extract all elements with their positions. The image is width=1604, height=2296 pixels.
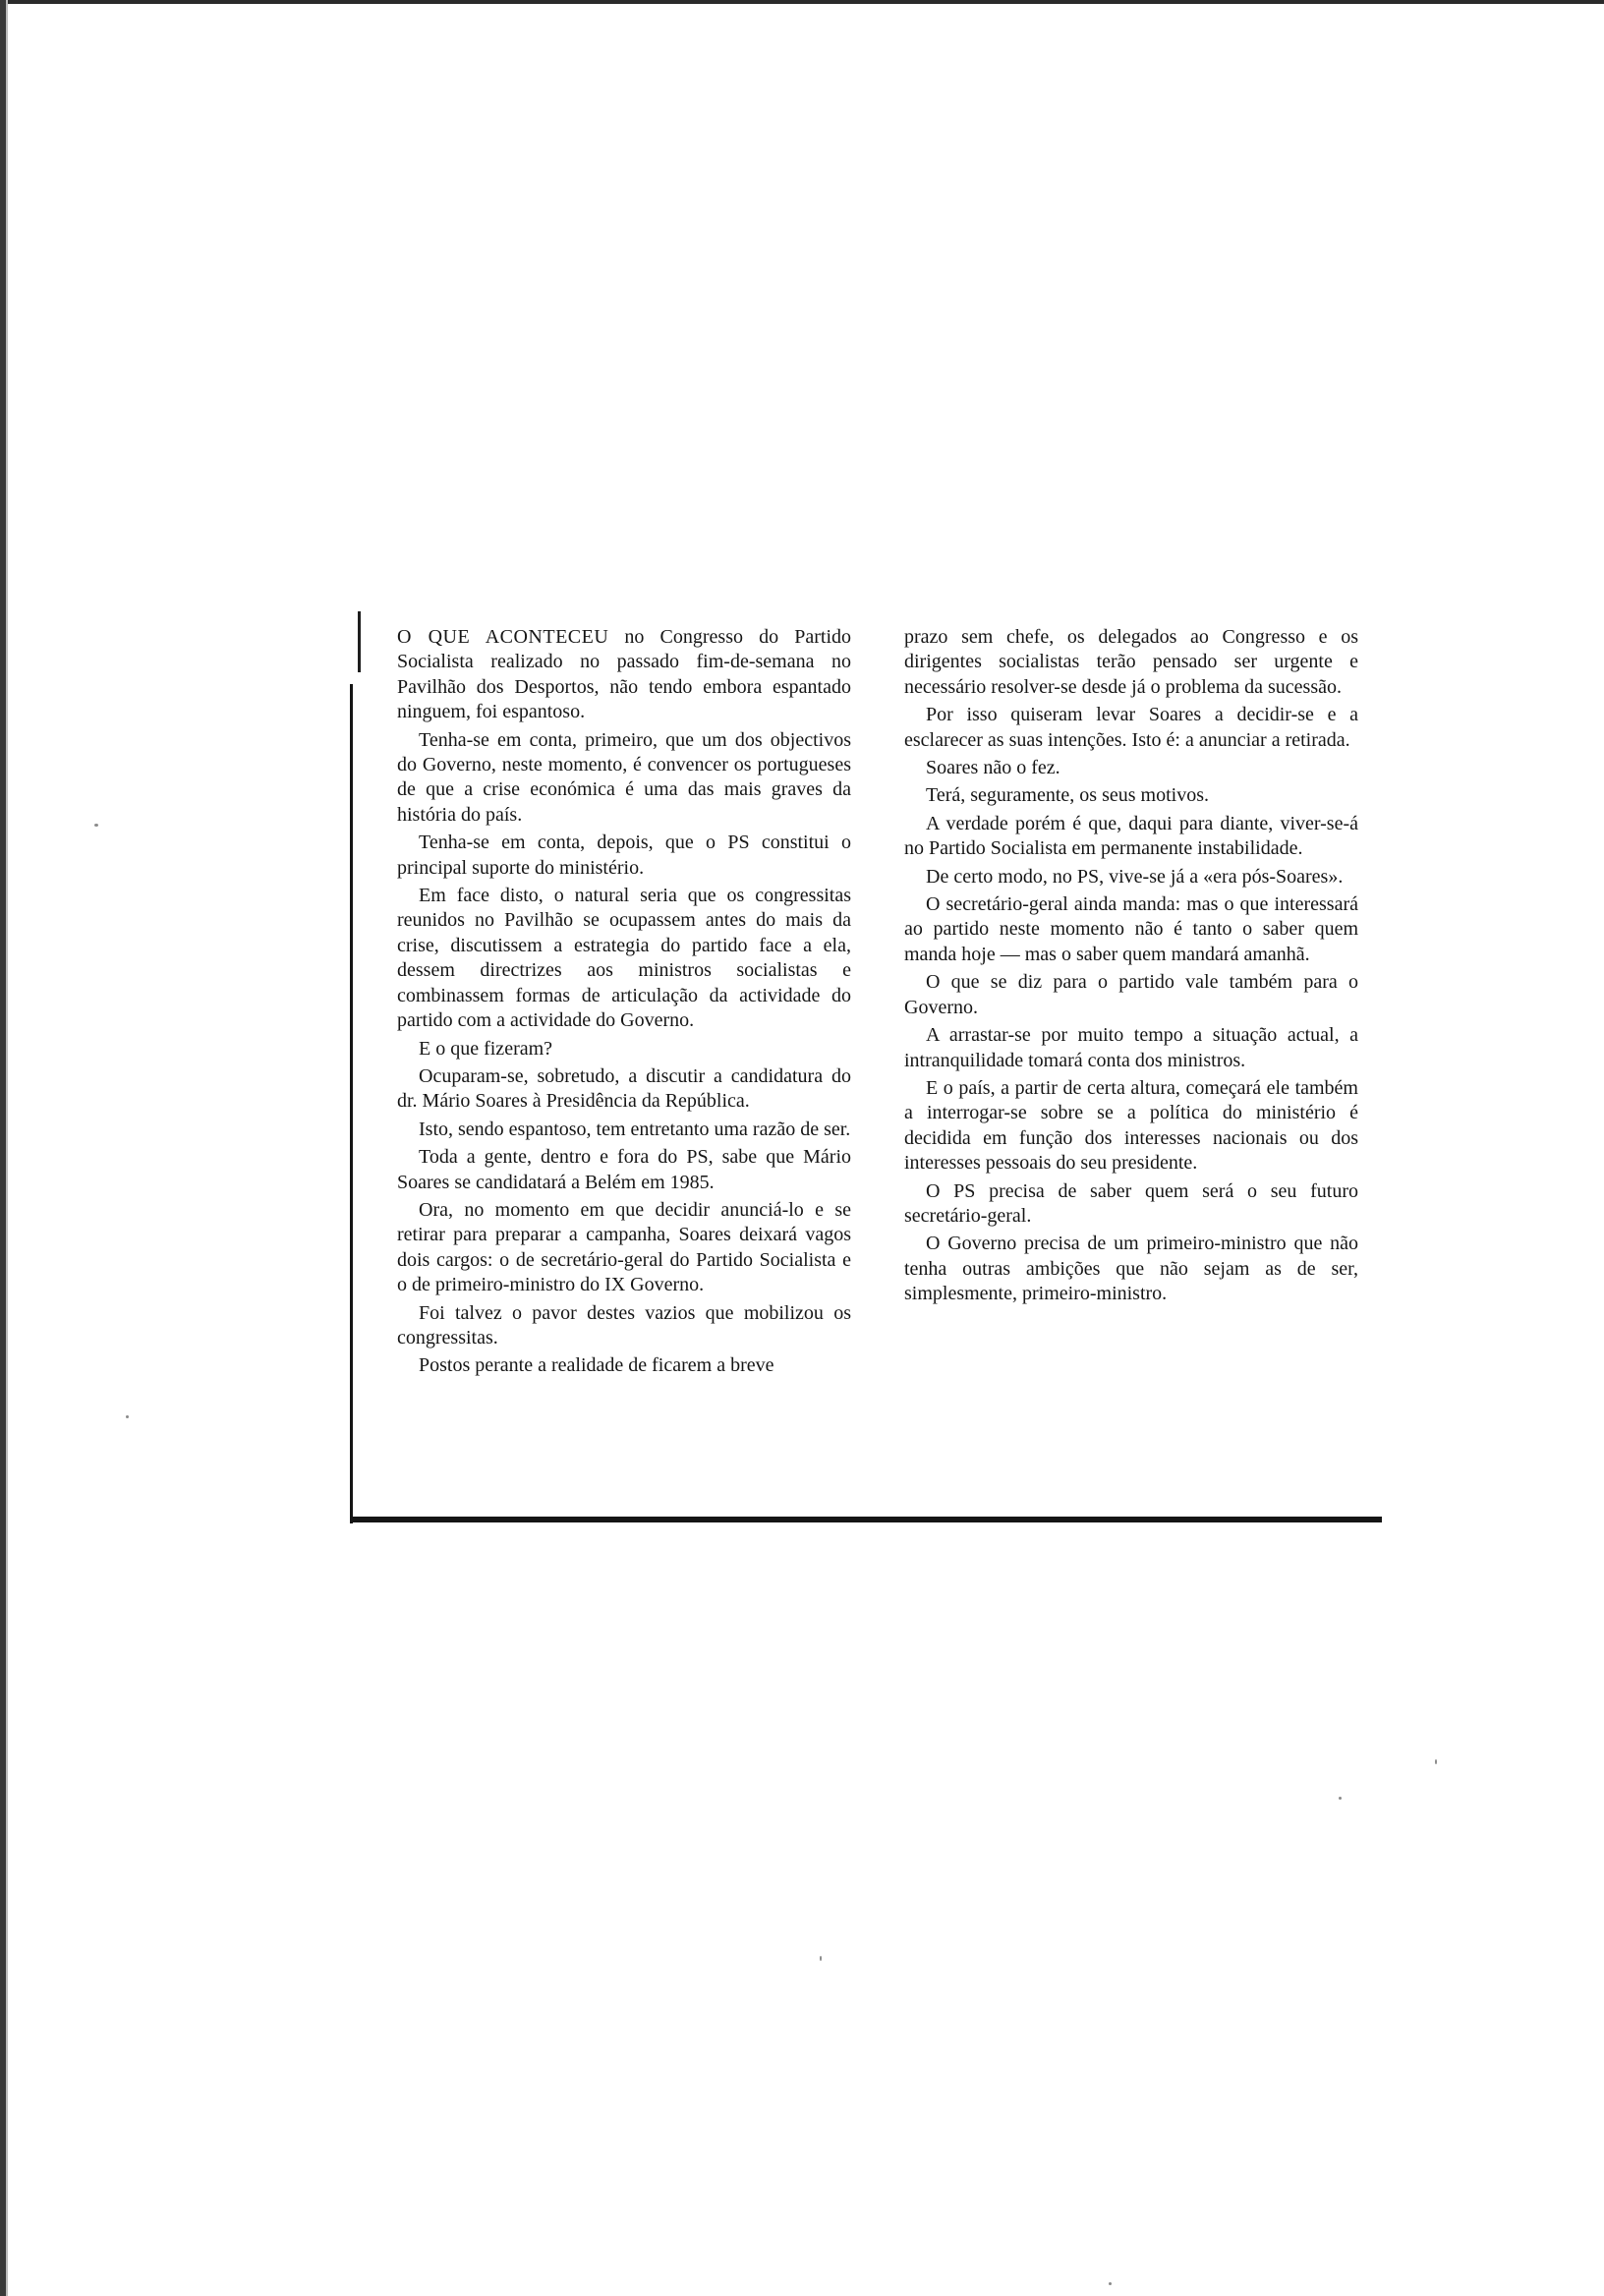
- paragraph-continued: prazo sem chefe, os delegados ao Congresso e os dirigentes socialistas terão pensado ser urgente e necessário resolver-se desde já o problema da sucessão.: [904, 626, 1358, 698]
- paragraph: Terá, seguramente, os seus motivos.: [926, 784, 1209, 807]
- paragraph: Toda a gente, dentro e fora do PS, sabe que Mário Soares se candidatará a Belém em 1985.: [397, 1146, 851, 1193]
- lead-caps: O QUE ACONTECEU: [397, 626, 609, 648]
- scan-speck: [1339, 1797, 1342, 1800]
- scan-speck: [126, 1415, 129, 1418]
- scan-speck: [820, 1956, 822, 1961]
- paragraph: O secretário-geral ainda manda: mas o que interessará ao partido neste momento não é tanto o saber quem manda hoje — mas o saber quem mandará amanhã.: [904, 893, 1358, 965]
- paragraph: Ora, no momento em que decidir anunciá-lo e se retirar para preparar a campanha, Soares deixará vagos dois cargos: o de secretário-geral do Partido Socialista e o de primeiro-ministro do IX Governo.: [397, 1198, 851, 1296]
- clipping-bottom-rule: [350, 1517, 1382, 1522]
- paragraph: Isto, sendo espantoso, tem entretanto uma razão de ser.: [419, 1118, 851, 1140]
- newspaper-clipping: [350, 611, 1382, 1521]
- paragraph: Foi talvez o pavor destes vazios que mobilizou os congressitas.: [397, 1301, 851, 1349]
- paragraph: O que se diz para o partido vale também para o Governo.: [904, 971, 1358, 1018]
- scan-border-left-shadow: [6, 0, 8, 2296]
- paragraph: Ocuparam-se, sobretudo, a discutir a candidatura do dr. Mário Soares à Presidência da República.: [397, 1064, 851, 1113]
- paragraph: Postos perante a realidade de ficarem a breve: [419, 1354, 774, 1377]
- paragraph: Tenha-se em conta, depois, que o PS constitui o principal suporte do ministério.: [397, 832, 851, 879]
- paragraph: Soares não o fez.: [926, 757, 1060, 779]
- paragraph: Tenha-se em conta, primeiro, que um dos objectivos do Governo, neste momento, é convencer os portugueses de que a crise económica é uma das mais graves da história do país.: [397, 728, 851, 826]
- lead-text: no Congresso do Partido Socialista realizado no passado fim-de-semana no Pavilhão dos Desportos, não tendo embora espantado ninguem, foi espantoso.: [397, 626, 852, 723]
- paragraph: O Governo precisa de um primeiro-ministro que não tenha outras ambições que não sejam as de ser, simplesmente, primeiro-ministro.: [904, 1233, 1358, 1305]
- clipping-corner-mark: [358, 611, 361, 672]
- paragraph: O PS precisa de saber quem será o seu futuro secretário-geral.: [904, 1179, 1358, 1227]
- article-right-column: [904, 625, 1358, 1310]
- paragraph: Em face disto, o natural seria que os congressitas reunidos no Pavilhão se ocupassem antes do mais da crise, discutissem a estrategia do partido face a ela, dessem directrizes aos ministros socialistas e combinassem formas de articulação da actividade do partido com a actividade do Governo.: [397, 885, 851, 1032]
- clipping-left-rule: [350, 684, 353, 1523]
- paragraph: E o que fizeram?: [419, 1037, 553, 1060]
- paragraph: A verdade porém é que, daqui para diante, viver-se-á no Partido Socialista em permanente instabilidade.: [904, 812, 1358, 860]
- article-left-column: [397, 625, 851, 1382]
- paragraph: E o país, a partir de certa altura, começará ele também a interrogar-se sobre se a política do ministério é decidida em função dos interesses nacionais ou dos interesses pessoais do seu presidente.: [904, 1076, 1358, 1175]
- paragraph: A arrastar-se por muito tempo a situação actual, a intranquilidade tomará conta dos ministros.: [904, 1024, 1358, 1071]
- paragraph: Por isso quiseram levar Soares a decidir-se e a esclarecer as suas intenções. Isto é: a anunciar a retirada.: [904, 704, 1358, 751]
- scan-border-top: [0, 0, 1604, 4]
- scan-speck: [1109, 2282, 1112, 2285]
- paragraph: De certo modo, no PS, vive-se já a «era pós-Soares».: [926, 865, 1344, 888]
- scan-speck: [1435, 1759, 1437, 1764]
- scan-speck: [94, 824, 98, 827]
- lead-paragraph: [397, 625, 851, 725]
